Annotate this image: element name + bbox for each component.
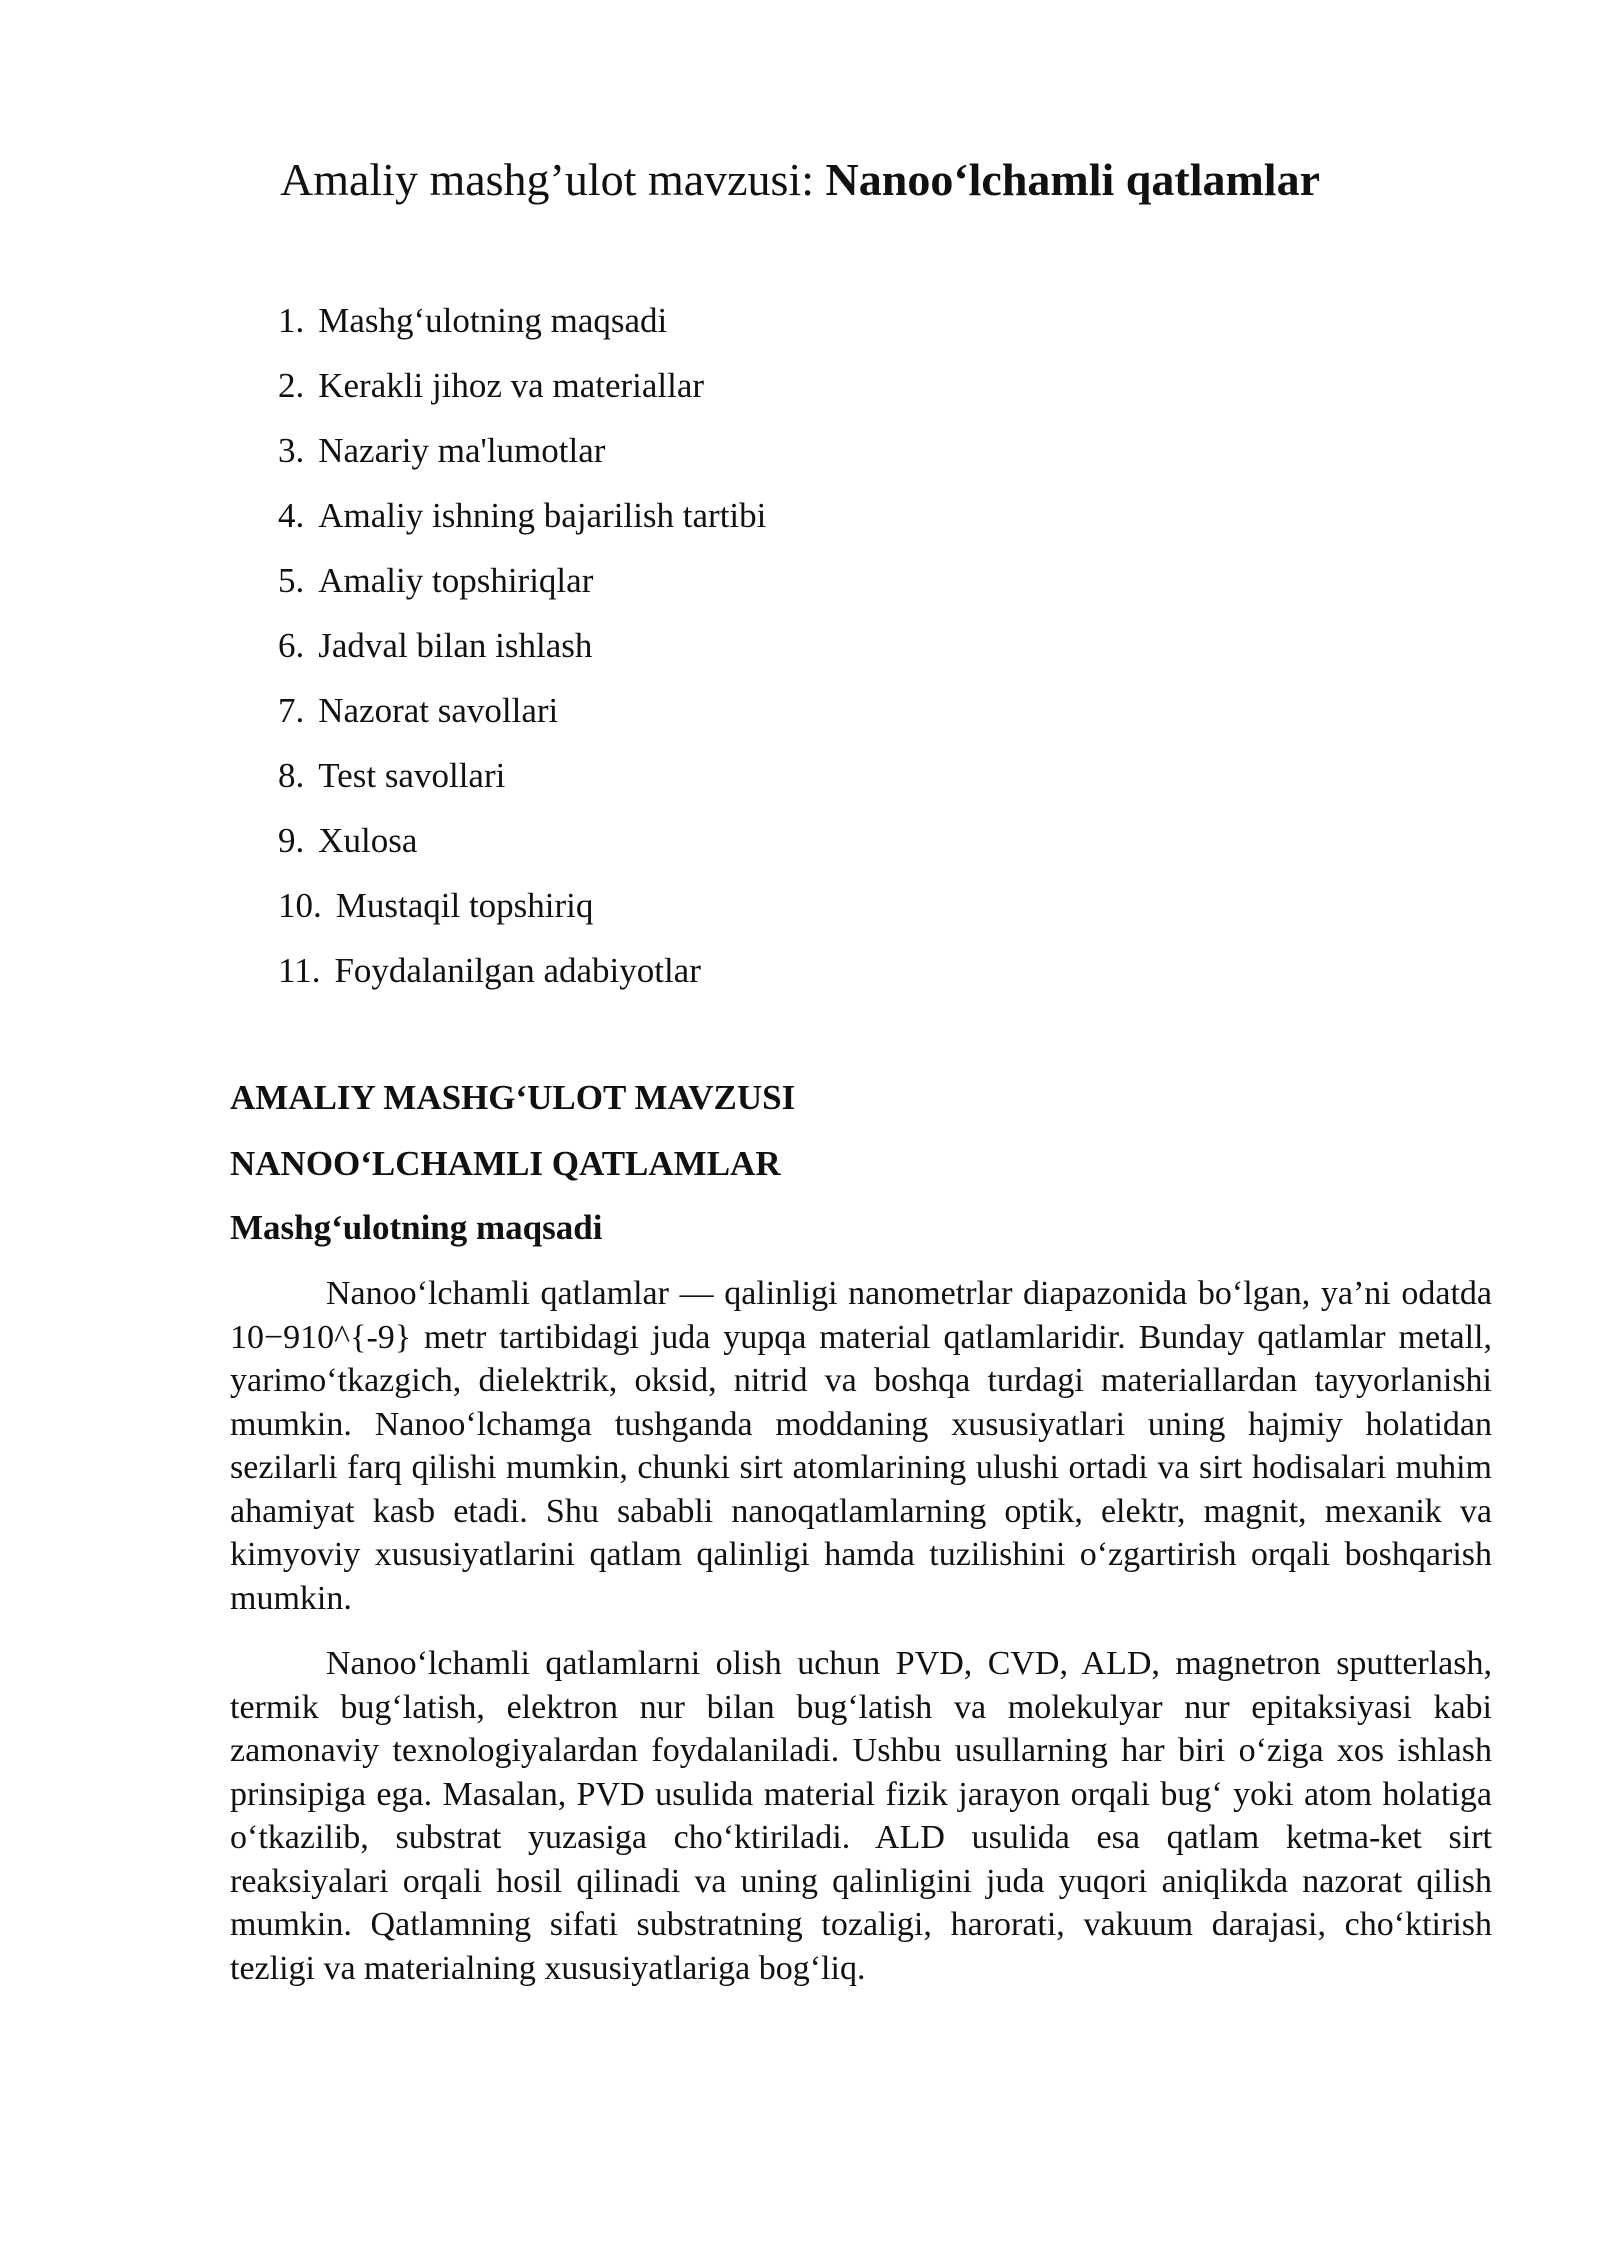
toc-item-label: Kerakli jihoz va materiallar	[318, 366, 705, 405]
toc-item-label: Jadval bilan ishlash	[318, 626, 593, 665]
toc-item-label: Xulosa	[318, 821, 418, 860]
toc-item	[278, 288, 766, 353]
body-paragraph-2: Nanooʻlchamli qatlamlarni olish uchun PVD, CVD, ALD, magnetron sputterlash, termik bugʻlatish, elektron nur bilan bugʻlatish va molekulyar nur epitaksiyasi kabi zamonaviy texnologiyalardan foydalaniladi. Ushbu usullarning har biri oʻziga xos ishlash prinsipiga ega. Masalan, PVD usulida material fizik jarayon orqali bugʻ yoki atom holatiga oʻtkazilib, substrat yuzasiga choʻktiriladi. ALD usulida esa qatlam ketma-ket sirt reaksiyalari orqali hosil qilinadi va uning qalinligini juda yuqori aniqlikda nazorat qilish mumkin. Qatlamning sifati substratning tozaligi, harorati, vakuum darajasi, choʻktirish tezligi va materialning xususiyatlariga bogʻliq.	[230, 1645, 1492, 1987]
table-of-contents	[278, 288, 766, 1003]
toc-item-number: 5.	[278, 561, 305, 600]
toc-item	[278, 938, 766, 1003]
toc-item	[278, 613, 766, 678]
toc-item-label: Mustaqil topshiriq	[335, 886, 594, 925]
body-paragraph-1: Nanooʻlchamli qatlamlar — qalinligi nanometrlar diapazonida boʻlgan, ya’ni odatda 10−910^{-9} metr tartibidagi juda yupqa material qatlamlaridir. Bunday qatlamlar metall, yarimoʻtkazgich, dielektrik, oksid, nitrid va boshqa turdagi materiallardan tayyorlanishi mumkin. Nanooʻlchamga tushganda moddaning xususiyatlari uning hajmiy holatidan sezilarli farq qilishi mumkin, chunki sirt atomlarining ulushi ortadi va sirt hodisalari muhim ahamiyat kasb etadi. Shu sababli nanoqatlamlarning optik, elektr, magnit, mexanik va kimyoviy xususiyatlarini qatlam qalinligi hamda tuzilishini oʻzgartirish orqali boshqarish mumkin.	[230, 1275, 1492, 1617]
title-topic: Nanooʻlchamli qatlamlar	[825, 154, 1320, 205]
title-prefix: Amaliy mashg’ulot mavzusi:	[279, 154, 826, 205]
toc-item-number: 10.	[278, 886, 322, 925]
toc-item	[278, 548, 766, 613]
toc-item-label: Mashgʻulotning maqsadi	[318, 301, 668, 340]
document-title	[0, 150, 1600, 210]
toc-item-number: 2.	[278, 366, 305, 405]
toc-item	[278, 743, 766, 808]
section-heading-topic-label: AMALIY MASHGʻULOT MAVZUSI	[230, 1078, 796, 1117]
toc-item-number: 7.	[278, 691, 305, 730]
section-heading-topic: NANOOʻLCHAMLI QATLAMLAR	[230, 1144, 781, 1183]
toc-item-label: Test savollari	[318, 756, 506, 795]
toc-item-number: 9.	[278, 821, 305, 860]
toc-item	[278, 678, 766, 743]
toc-item-number: 4.	[278, 496, 305, 535]
toc-item-label: Foydalanilgan adabiyotlar	[334, 951, 701, 990]
toc-item-label: Nazorat savollari	[318, 691, 559, 730]
toc-item-label: Amaliy topshiriqlar	[318, 561, 594, 600]
toc-item-number: 11.	[278, 951, 321, 990]
toc-item-number: 6.	[278, 626, 305, 665]
toc-item-number: 1.	[278, 301, 305, 340]
toc-item-number: 8.	[278, 756, 305, 795]
toc-item-label: Amaliy ishning bajarilish tartibi	[318, 496, 767, 535]
toc-item	[278, 808, 766, 873]
toc-item	[278, 873, 766, 938]
toc-item	[278, 353, 766, 418]
section-heading-objective: Mashgʻulotning maqsadi	[230, 1208, 603, 1247]
toc-item	[278, 483, 766, 548]
toc-item-number: 3.	[278, 431, 305, 470]
toc-item-label: Nazariy ma'lumotlar	[318, 431, 606, 470]
toc-item	[278, 418, 766, 483]
